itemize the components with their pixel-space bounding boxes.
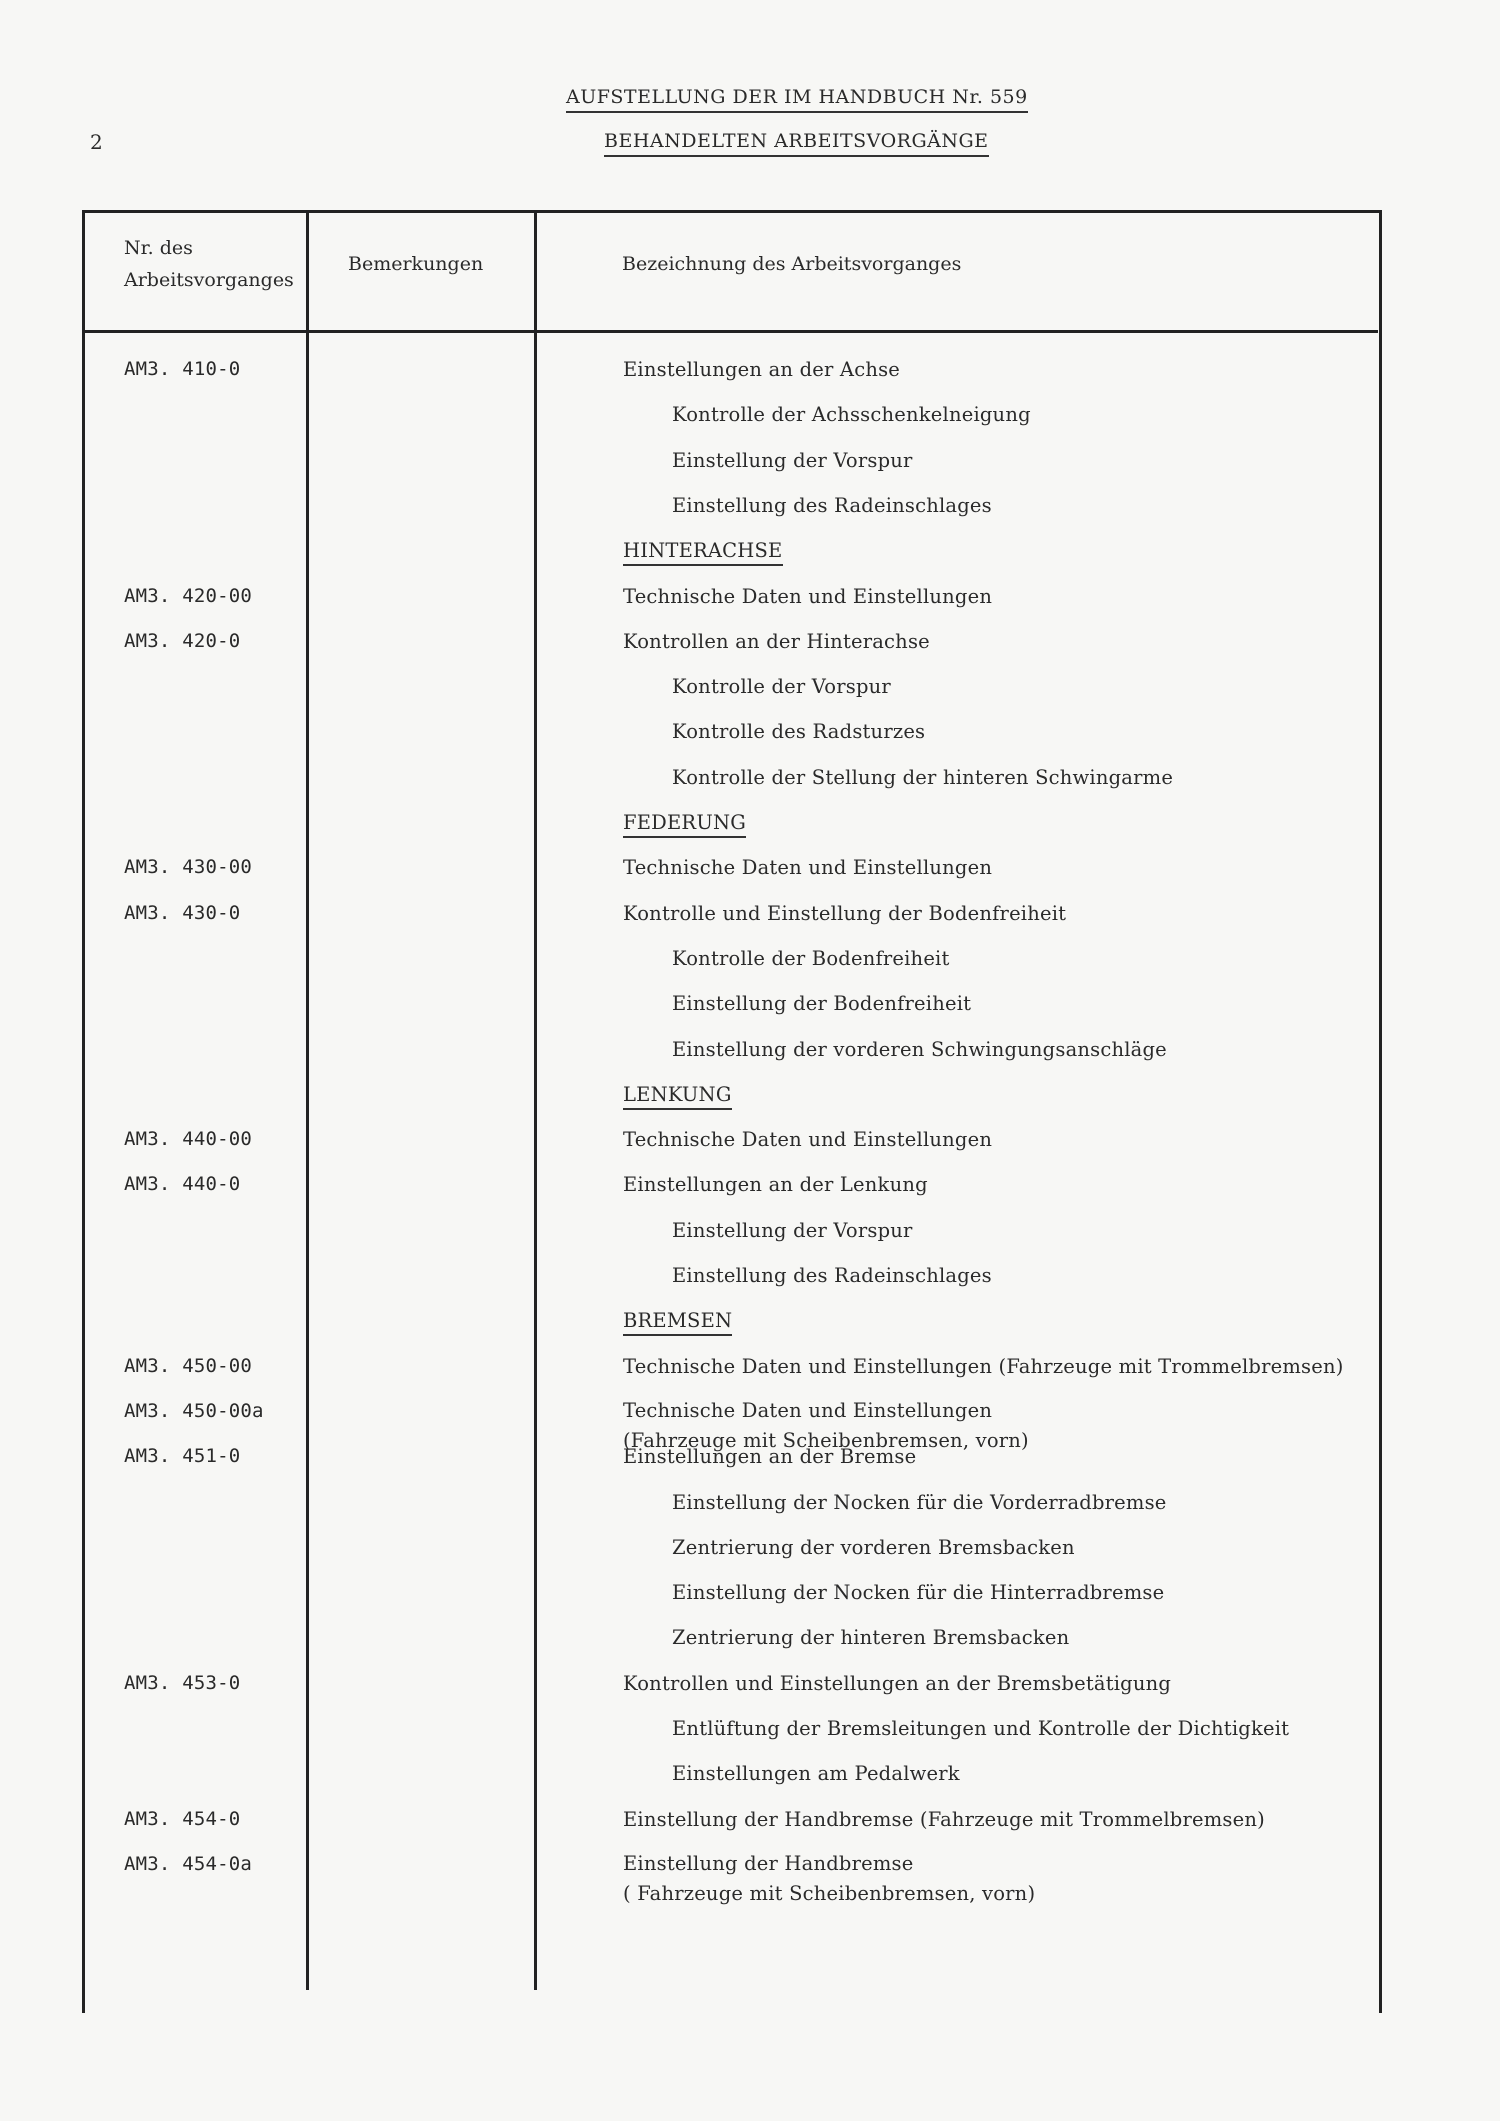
- operation-code: AM3. 420-0: [124, 629, 241, 652]
- operation-code: AM3. 430-0: [124, 901, 241, 924]
- page-number: 2: [90, 130, 103, 154]
- sub-operation-description: [672, 947, 950, 970]
- operation-code: AM3. 410-0: [124, 358, 241, 380]
- column-divider: [306, 210, 309, 1990]
- description-line: Entlüftung der Bremsleitungen und Kontrolle der Dichtigkeit: [672, 1717, 1290, 1740]
- operation-code: AM3. 430-00: [124, 856, 253, 879]
- sub-operation-description: [672, 1491, 1167, 1514]
- operation-description: [623, 856, 992, 879]
- column-header-bemerkungen: Bemerkungen: [348, 253, 484, 275]
- operation-description: [623, 1808, 1265, 1831]
- description-line: Einstellung der vorderen Schwingungsanschläge: [672, 1037, 1167, 1061]
- operation-code: AM3. 454-0a: [124, 1852, 253, 1875]
- description-line: Kontrolle der Vorspur: [672, 675, 891, 699]
- sub-operation-description: [672, 1581, 1164, 1604]
- description-line: Einstellungen an der Bremse: [623, 1445, 917, 1469]
- operation-description: [623, 630, 930, 653]
- sub-operation-description: [672, 494, 992, 517]
- sub-operation-description: [672, 992, 971, 1015]
- section-heading: FEDERUNG: [623, 811, 746, 838]
- table-frame: [82, 210, 1382, 2013]
- description-line: Kontrolle des Radsturzes: [672, 720, 926, 744]
- operation-description: [623, 1445, 916, 1468]
- description-line: Kontrolle der Stellung der hinteren Schwingarme: [672, 765, 1174, 789]
- description-line: Einstellung der Vorspur: [672, 448, 913, 472]
- description-line: Technische Daten und Einstellungen (Fahrzeuge mit Trommelbremsen): [623, 1354, 1344, 1378]
- column-header-nr: [124, 232, 294, 296]
- operation-description: [623, 1355, 1344, 1378]
- description-line: Einstellung der Nocken für die Hinterradbremse: [672, 1581, 1165, 1605]
- operation-code: AM3. 450-00a: [124, 1399, 264, 1422]
- sub-operation-description: [672, 1264, 992, 1287]
- operation-description: [623, 1173, 928, 1196]
- sub-operation-description: [672, 403, 1031, 426]
- description-line: Kontrollen und Einstellungen an der Bremsbetätigung: [623, 1671, 1172, 1695]
- description-line: Zentrierung der vorderen Bremsbacken: [672, 1535, 1075, 1559]
- sub-operation-description: [672, 675, 891, 698]
- sub-operation-description: [672, 1762, 960, 1785]
- operation-description: [623, 358, 900, 381]
- operation-description: [623, 585, 992, 608]
- description-line: Kontrolle der Bodenfreiheit: [672, 946, 950, 970]
- section-heading: BREMSEN: [623, 1309, 732, 1336]
- section-heading: HINTERACHSE: [623, 539, 783, 566]
- description-line: Einstellung der Handbremse: [623, 1851, 914, 1875]
- header-subtitle: BEHANDELTEN ARBEITSVORGÄNGE: [604, 130, 989, 157]
- section-heading: LENKUNG: [623, 1083, 732, 1110]
- table-header-rule: [82, 330, 1378, 333]
- description-line: Technische Daten und Einstellungen: [623, 1128, 993, 1152]
- operation-code: AM3. 454-0: [124, 1807, 241, 1830]
- column-header-bezeichnung: Bezeichnung des Arbeitsvorganges: [622, 253, 962, 275]
- description-line: Einstellung der Vorspur: [672, 1218, 913, 1242]
- description-line: Einstellung der Nocken für die Vorderradbremse: [672, 1490, 1167, 1514]
- sub-operation-description: [672, 1038, 1167, 1061]
- sub-operation-description: [672, 1717, 1289, 1740]
- description-line: Technische Daten und Einstellungen: [623, 1398, 993, 1422]
- operation-code: AM3. 453-0: [124, 1671, 241, 1694]
- description-line: Technische Daten und Einstellungen: [623, 856, 993, 880]
- sub-operation-description: [672, 766, 1173, 789]
- operation-code: AM3. 440-0: [124, 1173, 241, 1196]
- description-line: Einstellung des Radeinschlages: [672, 1264, 992, 1287]
- sub-operation-description: [672, 720, 925, 743]
- description-line: Einstellung der Bodenfreiheit: [672, 992, 972, 1016]
- sub-operation-description: [672, 1626, 1069, 1649]
- description-line: Kontrolle der Achsschenkelneigung: [672, 403, 1031, 427]
- description-line: Einstellung des Radeinschlages: [672, 493, 992, 517]
- description-line: Kontrolle und Einstellung der Bodenfreiheit: [623, 901, 1067, 925]
- operation-code: AM3. 450-00: [124, 1354, 253, 1377]
- operation-code: AM3. 451-0: [124, 1445, 241, 1468]
- description-line: Zentrierung der hinteren Bremsbacken: [672, 1626, 1070, 1650]
- column-header-nr-line2: Arbeitsvorganges: [124, 269, 294, 291]
- sub-operation-description: [672, 1536, 1075, 1559]
- description-line: Einstellungen an der Achse: [623, 358, 901, 381]
- column-divider: [534, 210, 537, 1990]
- description-line: Kontrollen an der Hinterachse: [623, 629, 930, 653]
- operation-description: [623, 1849, 1035, 1909]
- column-header-nr-line1: Nr. des: [124, 237, 193, 259]
- operation-description: [623, 1672, 1171, 1695]
- description-line: Einstellungen an der Lenkung: [623, 1173, 928, 1197]
- header-title: AUFSTELLUNG DER IM HANDBUCH Nr. 559: [566, 86, 1028, 113]
- operation-code: AM3. 420-00: [124, 584, 253, 607]
- description-line: ( Fahrzeuge mit Scheibenbremsen, vorn): [623, 1881, 1036, 1905]
- operation-description: [623, 1128, 992, 1151]
- description-line: Einstellung der Handbremse (Fahrzeuge mit Trommelbremsen): [623, 1807, 1265, 1831]
- description-line: Technische Daten und Einstellungen: [623, 584, 993, 608]
- operation-code: AM3. 440-00: [124, 1128, 253, 1151]
- operation-description: [623, 902, 1066, 925]
- sub-operation-description: [672, 449, 913, 472]
- description-line: (Fahrzeuge mit Scheibenbremsen, vorn): [623, 1428, 1029, 1452]
- sub-operation-description: [672, 1219, 913, 1242]
- description-line: Einstellungen am Pedalwerk: [672, 1762, 960, 1786]
